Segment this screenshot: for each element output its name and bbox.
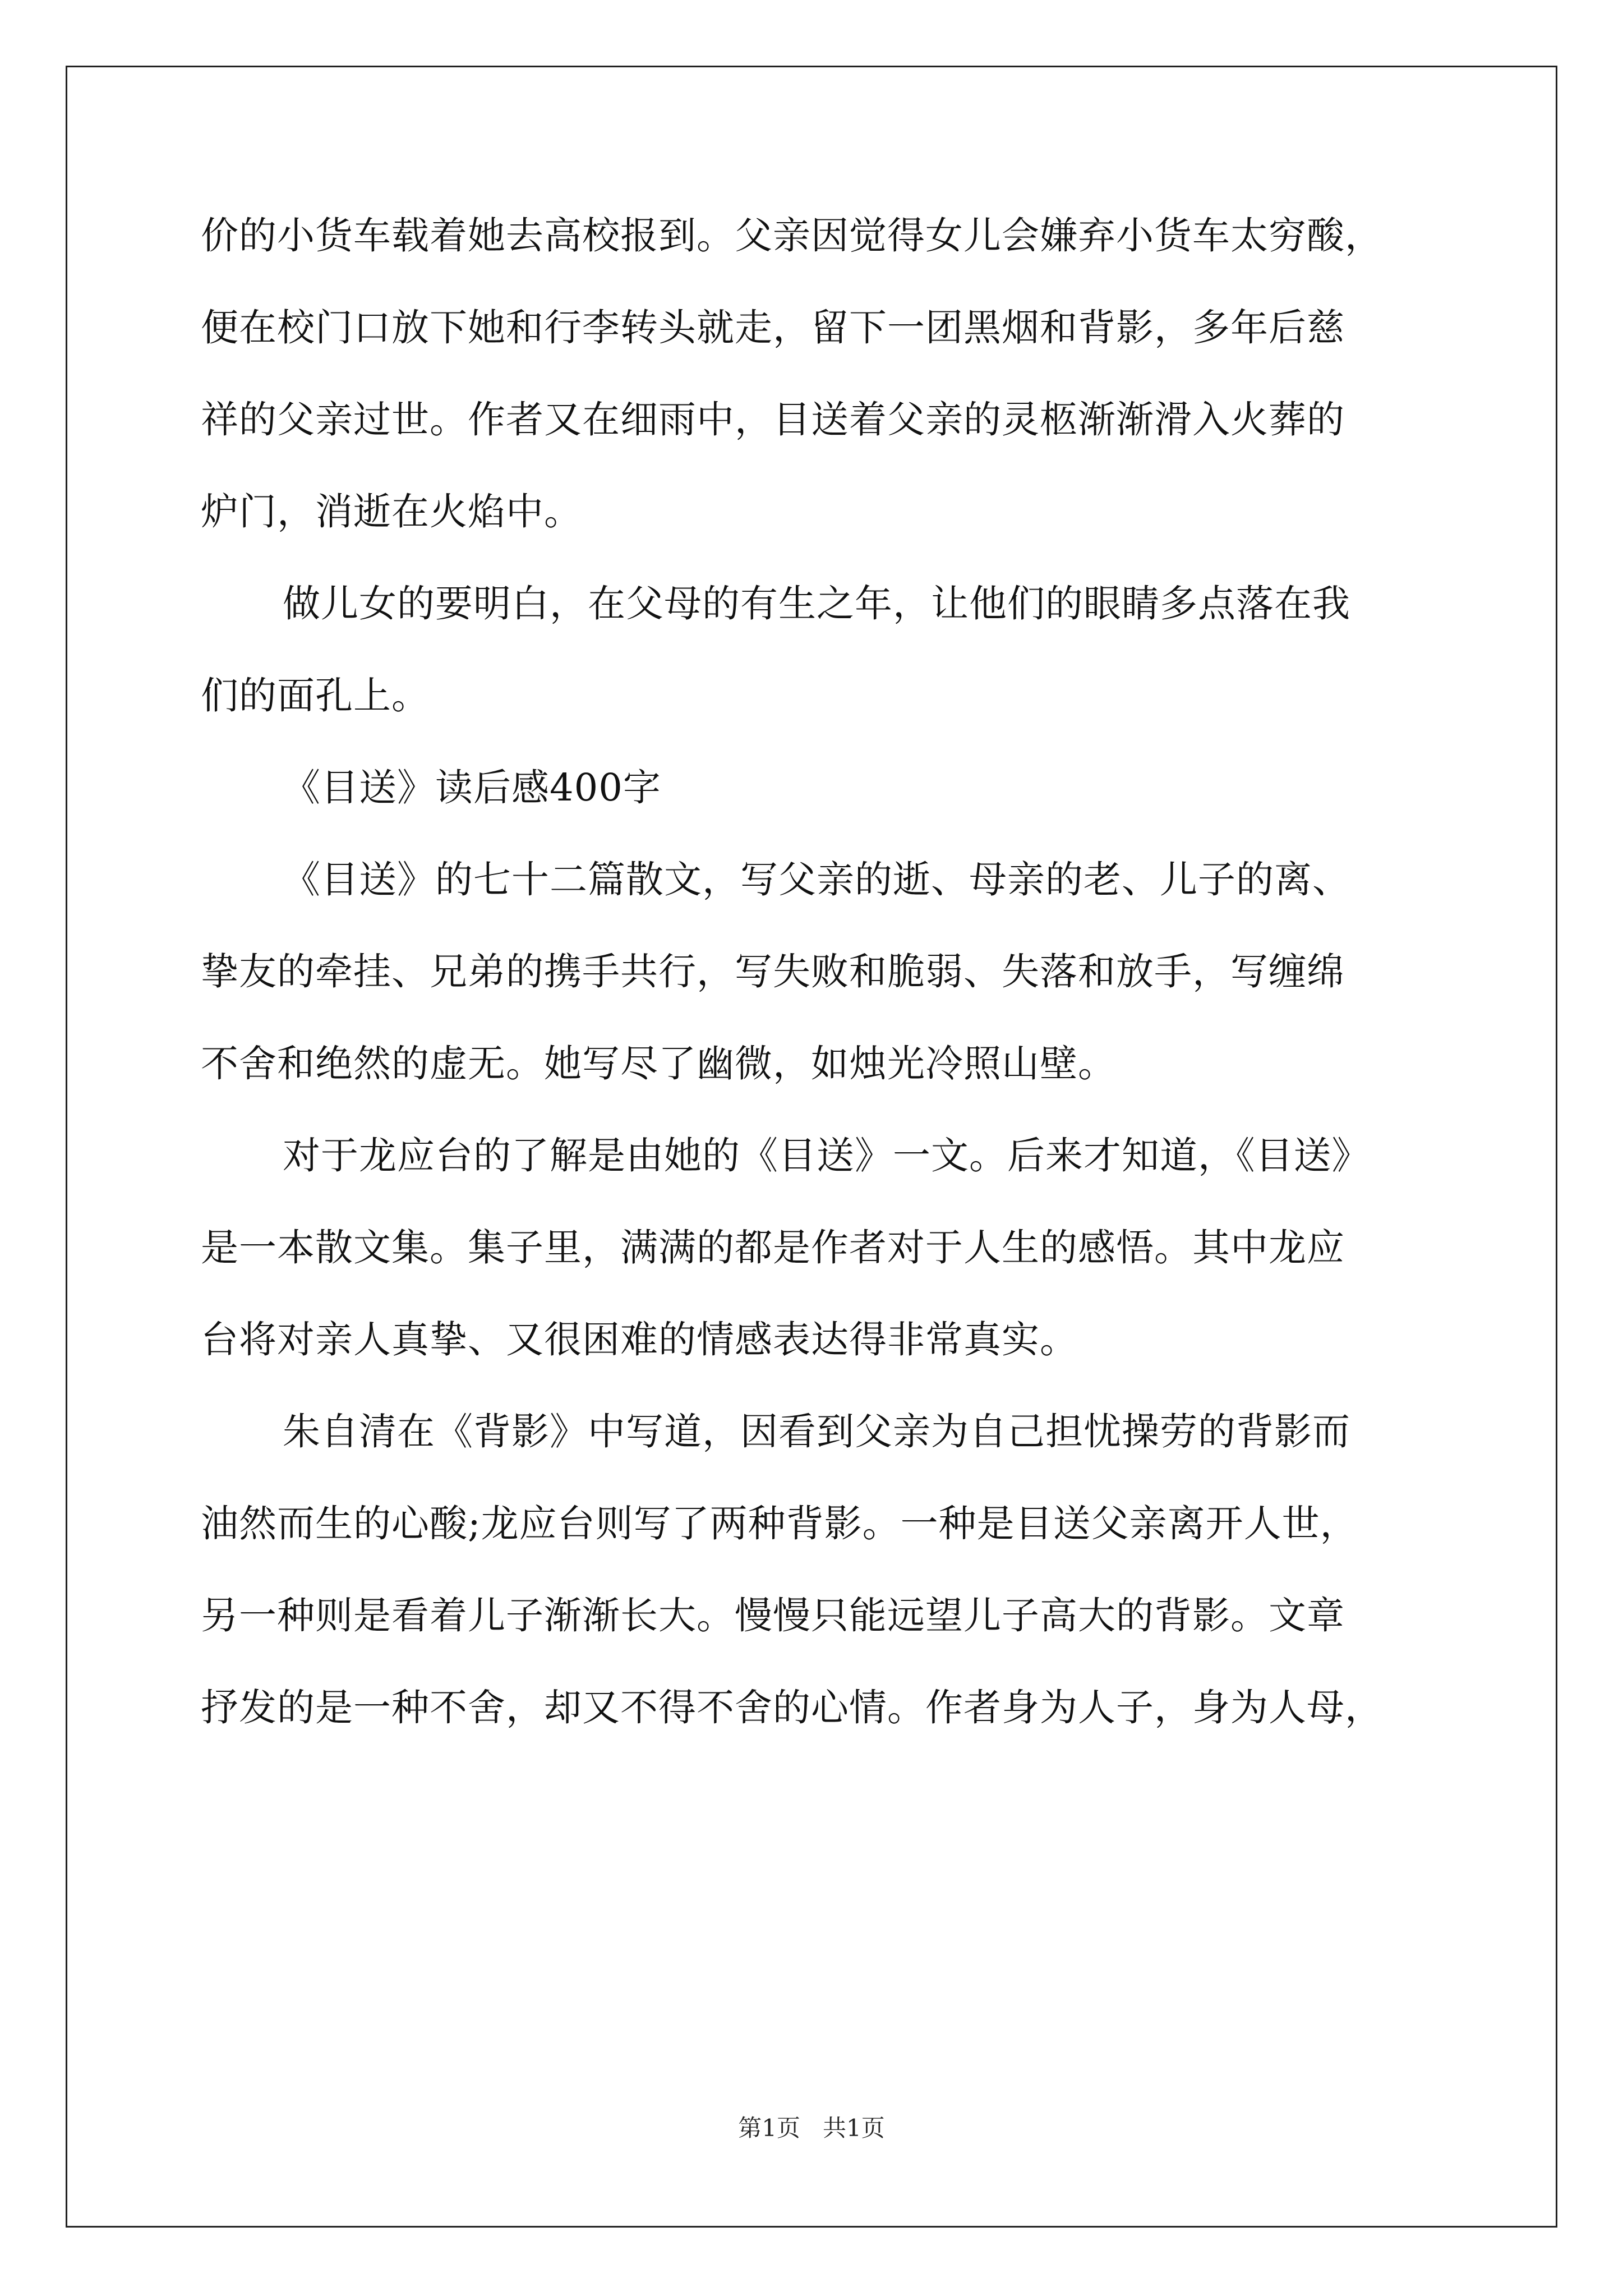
- text-line: 油然而生的心酸;龙应台则写了两种背影。一种是目送父亲离开人世，: [201, 1502, 1358, 1545]
- text-line: 们的面孔上。: [201, 674, 430, 717]
- paragraph-5: [201, 1386, 1439, 1754]
- text-line: 另一种则是看着儿子渐渐长大。慢慢只能远望儿子高大的背影。文章: [201, 1594, 1345, 1637]
- document-body: [201, 190, 1439, 1754]
- text-line: 《目送》的七十二篇散文，写父亲的逝、母亲的老、儿子的离、: [283, 858, 1350, 901]
- text-line: 祥的父亲过世。作者又在细雨中，目送着父亲的灵柩渐渐滑入火葬的: [201, 398, 1345, 441]
- text-line: 是一本散文集。集子里，满满的都是作者对于人生的感悟。其中龙应: [201, 1226, 1345, 1269]
- text-line: 对于龙应台的了解是由她的《目送》一文。后来才知道，《目送》: [283, 1134, 1370, 1177]
- text-line: 不舍和绝然的虚无。她写尽了幽微，如烛光冷照山壁。: [201, 1042, 1116, 1085]
- text-line: 价的小货车载着她去高校报到。父亲因觉得女儿会嫌弃小货车太穷酸，: [201, 214, 1383, 257]
- text-line: 炉门，消逝在火焰中。: [201, 490, 582, 533]
- heading-text: 《目送》读后感400字: [283, 766, 661, 809]
- paragraph-4: [201, 1110, 1439, 1386]
- page-footer: 第1页 共1页: [738, 2114, 885, 2142]
- text-line: 挚友的牵挂、兄弟的携手共行，写失败和脆弱、失落和放手，写缠绵: [201, 950, 1345, 993]
- text-line: 便在校门口放下她和行李转头就走，留下一团黑烟和背影，多年后慈: [201, 306, 1345, 349]
- text-line: 做儿女的要明白，在父母的有生之年，让他们的眼睛多点落在我: [283, 582, 1350, 625]
- paragraph-2: [201, 558, 1439, 742]
- paragraph-3: [201, 834, 1439, 1110]
- section-heading: [201, 742, 1439, 834]
- paragraph-1: [201, 190, 1439, 558]
- text-line: 台将对亲人真挚、又很困难的情感表达得非常真实。: [201, 1318, 1078, 1361]
- text-line: 朱自清在《背影》中写道，因看到父亲为自己担忧操劳的背影而: [283, 1410, 1350, 1453]
- text-line: 抒发的是一种不舍，却又不得不舍的心情。作者身为人子，身为人母，: [201, 1686, 1383, 1729]
